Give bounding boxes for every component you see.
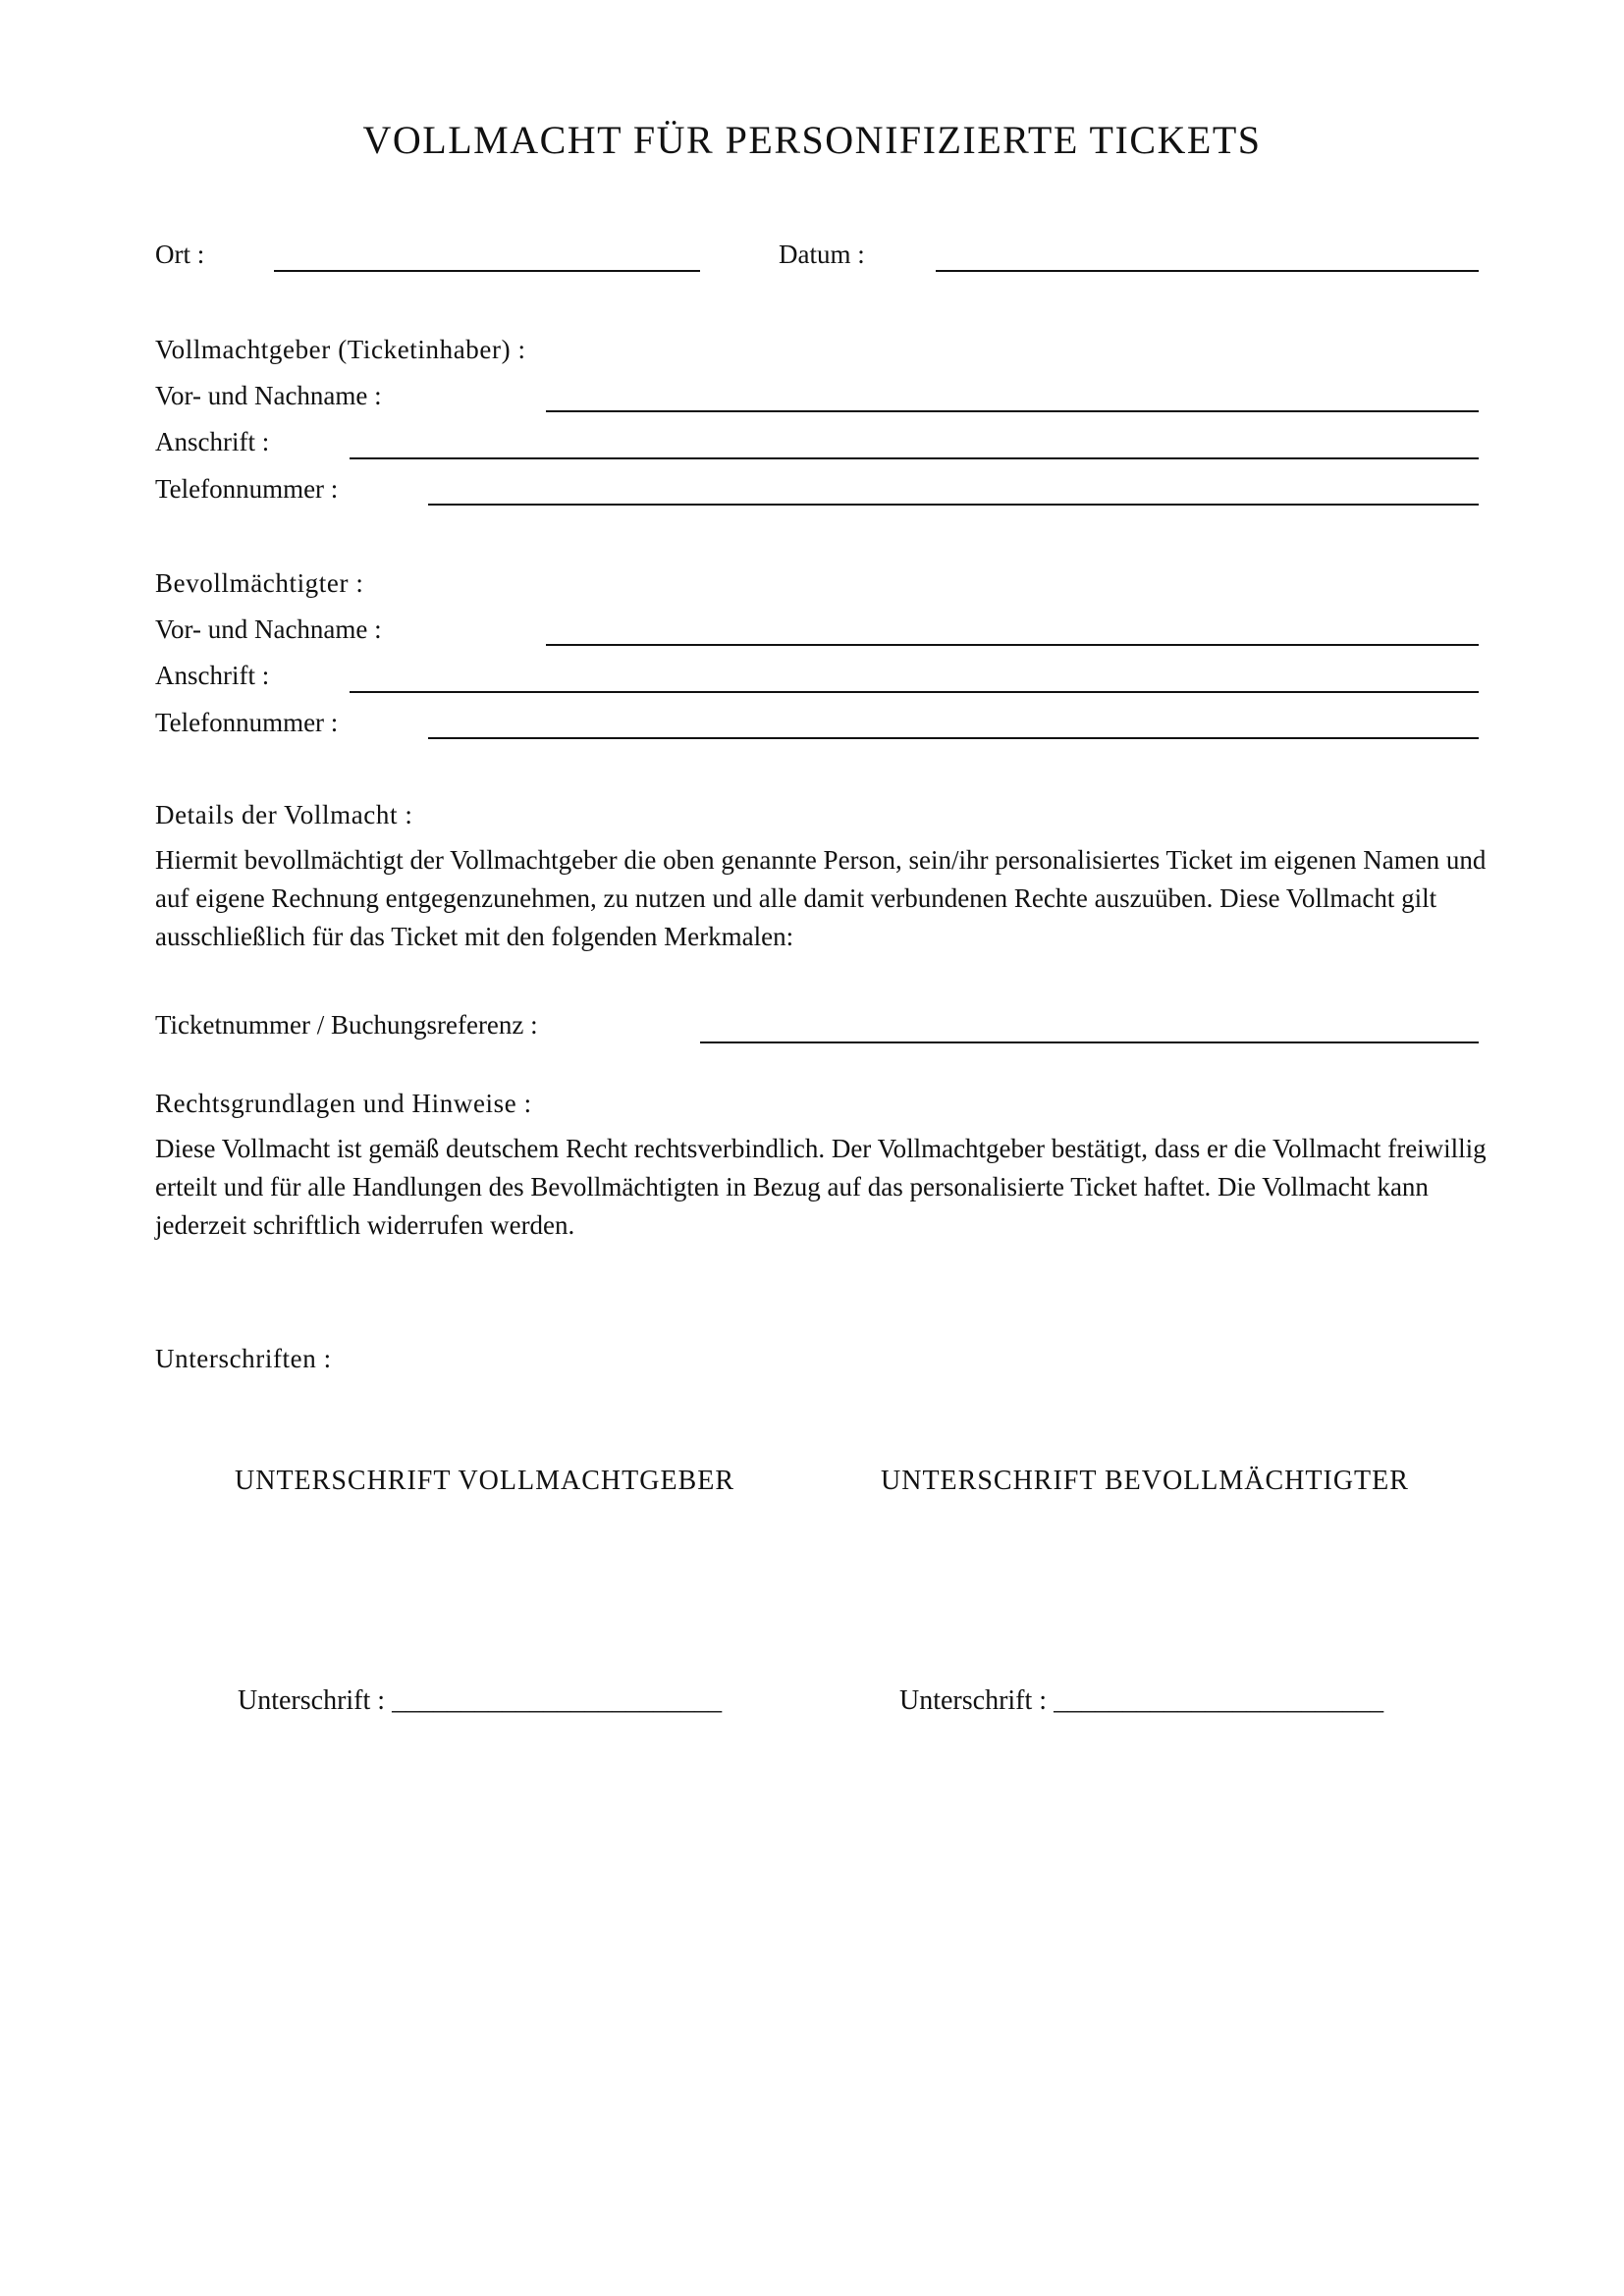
vollmachtgeber-address-label: Anschrift : xyxy=(155,427,270,456)
bevollmaechtigter-address-line[interactable] xyxy=(350,691,1479,693)
bevollmaechtigter-heading: Bevollmächtigter : xyxy=(155,568,364,598)
vollmachtgeber-name-line[interactable] xyxy=(546,410,1479,412)
bevollmaechtigter-name-line[interactable] xyxy=(546,644,1479,646)
vollmachtgeber-address-line[interactable] xyxy=(350,457,1479,459)
datum-label: Datum : xyxy=(779,240,865,269)
signatures-heading: Unterschriften : xyxy=(155,1344,332,1373)
ort-label: Ort : xyxy=(155,240,205,269)
bevollmaechtigter-address-label: Anschrift : xyxy=(155,661,270,690)
details-paragraph: Hiermit bevollmächtigt der Vollmachtgeber die oben genannte Person, sein/ihr personalisiertes Ticket im eigenen Namen und auf eigene Rechnung entgegenzunehmen, zu nutzen und alle damit verbundenen Rechte auszuüben. Diese Vollmacht gilt ausschließlich für das Ticket mit den folgenden Merkmalen: xyxy=(155,845,1487,951)
ticket-number-label: Ticketnummer / Buchungsreferenz : xyxy=(155,1010,538,1040)
signature-title-vollmachtgeber: UNTERSCHRIFT VOLLMACHTGEBER xyxy=(235,1466,735,1496)
bevollmaechtigter-name-label: Vor- und Nachname : xyxy=(155,614,382,644)
legal-heading: Rechtsgrundlagen und Hinweise : xyxy=(155,1089,532,1118)
legal-paragraph: Diese Vollmacht ist gemäß deutschem Recht rechtsverbindlich. Der Vollmachtgeber bestätigt, dass er die Vollmacht freiwillig erteilt und für alle Handlungen des Bevollmächtigten in Bezug auf das personalisierte Ticket haftet. Die Vollmacht kann jederzeit schriftlich widerrufen werden. xyxy=(155,1134,1487,1240)
bevollmaechtigter-phone-label: Telefonnummer : xyxy=(155,708,339,737)
vollmachtgeber-phone-line[interactable] xyxy=(428,504,1479,506)
signature-line-vollmachtgeber[interactable]: Unterschrift : ________________________ xyxy=(238,1685,723,1716)
bevollmaechtigter-phone-line[interactable] xyxy=(428,737,1479,739)
ort-field-line[interactable] xyxy=(274,270,700,272)
ticket-number-line[interactable] xyxy=(700,1041,1479,1043)
vollmachtgeber-heading: Vollmachtgeber (Ticketinhaber) : xyxy=(155,335,526,364)
details-heading: Details der Vollmacht : xyxy=(155,800,413,829)
signature-line-bevollmaechtigter[interactable]: Unterschrift : ________________________ xyxy=(899,1685,1384,1716)
datum-field-line[interactable] xyxy=(936,270,1479,272)
vollmachtgeber-phone-label: Telefonnummer : xyxy=(155,474,339,504)
signature-title-bevollmaechtigter: UNTERSCHRIFT BEVOLLMÄCHTIGTER xyxy=(881,1466,1409,1496)
document-title: VOLLMACHT FÜR PERSONIFIZIERTE TICKETS xyxy=(362,118,1262,162)
vollmachtgeber-name-label: Vor- und Nachname : xyxy=(155,381,382,410)
